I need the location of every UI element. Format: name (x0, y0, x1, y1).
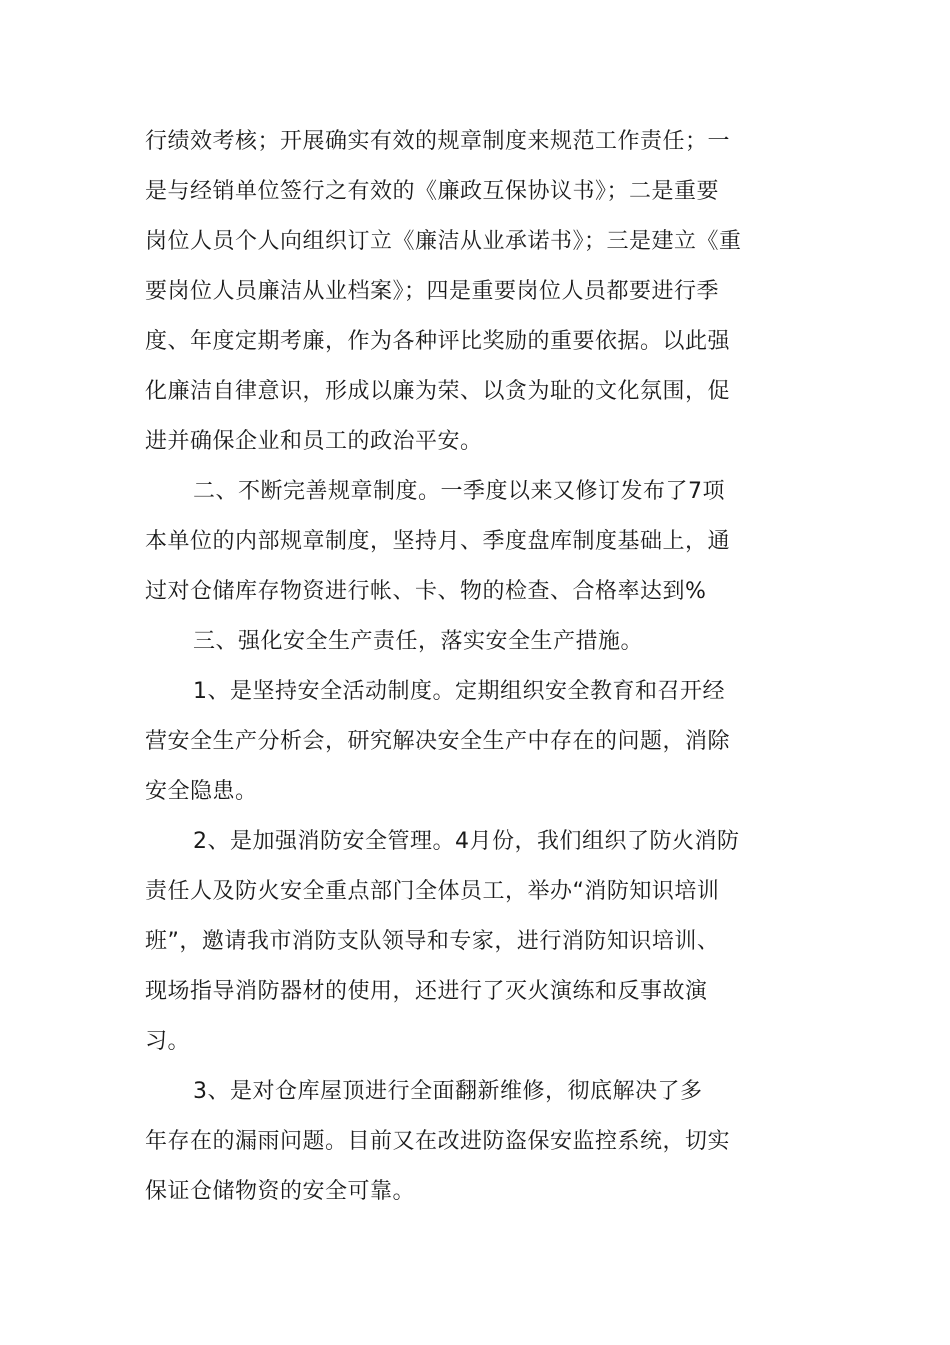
text-line: 行绩效考核；开展确实有效的规章制度来规范工作责任；一 (145, 129, 731, 154)
section-heading: 三、强化安全生产责任，落实安全生产措施。 (193, 629, 644, 654)
text-line: 进并确保企业和员工的政治平安。 (145, 429, 483, 454)
text-line: 责任人及防火安全重点部门全体员工，举办“消防知识培训 (145, 879, 720, 904)
text-line: 要岗位人员廉洁从业档案》；四是重要岗位人员都要进行季 (145, 279, 720, 304)
text-line: 班”，邀请我市消防支队领导和专家，进行消防知识培训、 (145, 929, 720, 954)
text-line: 安全隐患。 (145, 779, 258, 804)
text-line: 现场指导消防器材的使用，还进行了灭火演练和反事故演 (145, 979, 708, 1004)
text-line: 本单位的内部规章制度，坚持月、季度盘库制度基础上，通 (145, 529, 731, 554)
text-line: 1、是坚持安全活动制度。定期组织安全教育和召开经 (193, 679, 725, 704)
text-line: 习。 (145, 1029, 191, 1054)
text-line: 保证仓储物资的安全可靠。 (145, 1179, 416, 1204)
text-line: 过对仓储库存物资进行帐、卡、物的检查、合格率达到% (145, 579, 707, 604)
text-line: 3、是对仓库屋顶进行全面翻新维修，彻底解决了多 (193, 1079, 703, 1104)
text-line: 岗位人员个人向组织订立《廉洁从业承诺书》；三是建立《重 (145, 229, 742, 254)
text-line: 化廉洁自律意识，形成以廉为荣、以贪为耻的文化氛围，促 (145, 379, 731, 404)
text-line: 是与经销单位签行之有效的《廉政互保协议书》；二是重要 (145, 179, 720, 204)
text-line: 年存在的漏雨问题。目前又在改进防盗保安监控系统，切实 (145, 1129, 731, 1154)
text-line: 二、不断完善规章制度。一季度以来又修订发布了7项 (193, 479, 725, 504)
text-line: 度、年度定期考廉，作为各种评比奖励的重要依据。以此强 (145, 329, 731, 354)
text-line: 2、是加强消防安全管理。4月份，我们组织了防火消防 (193, 829, 740, 854)
text-line: 营安全生产分析会，研究解决安全生产中存在的问题，消除 (145, 729, 731, 754)
